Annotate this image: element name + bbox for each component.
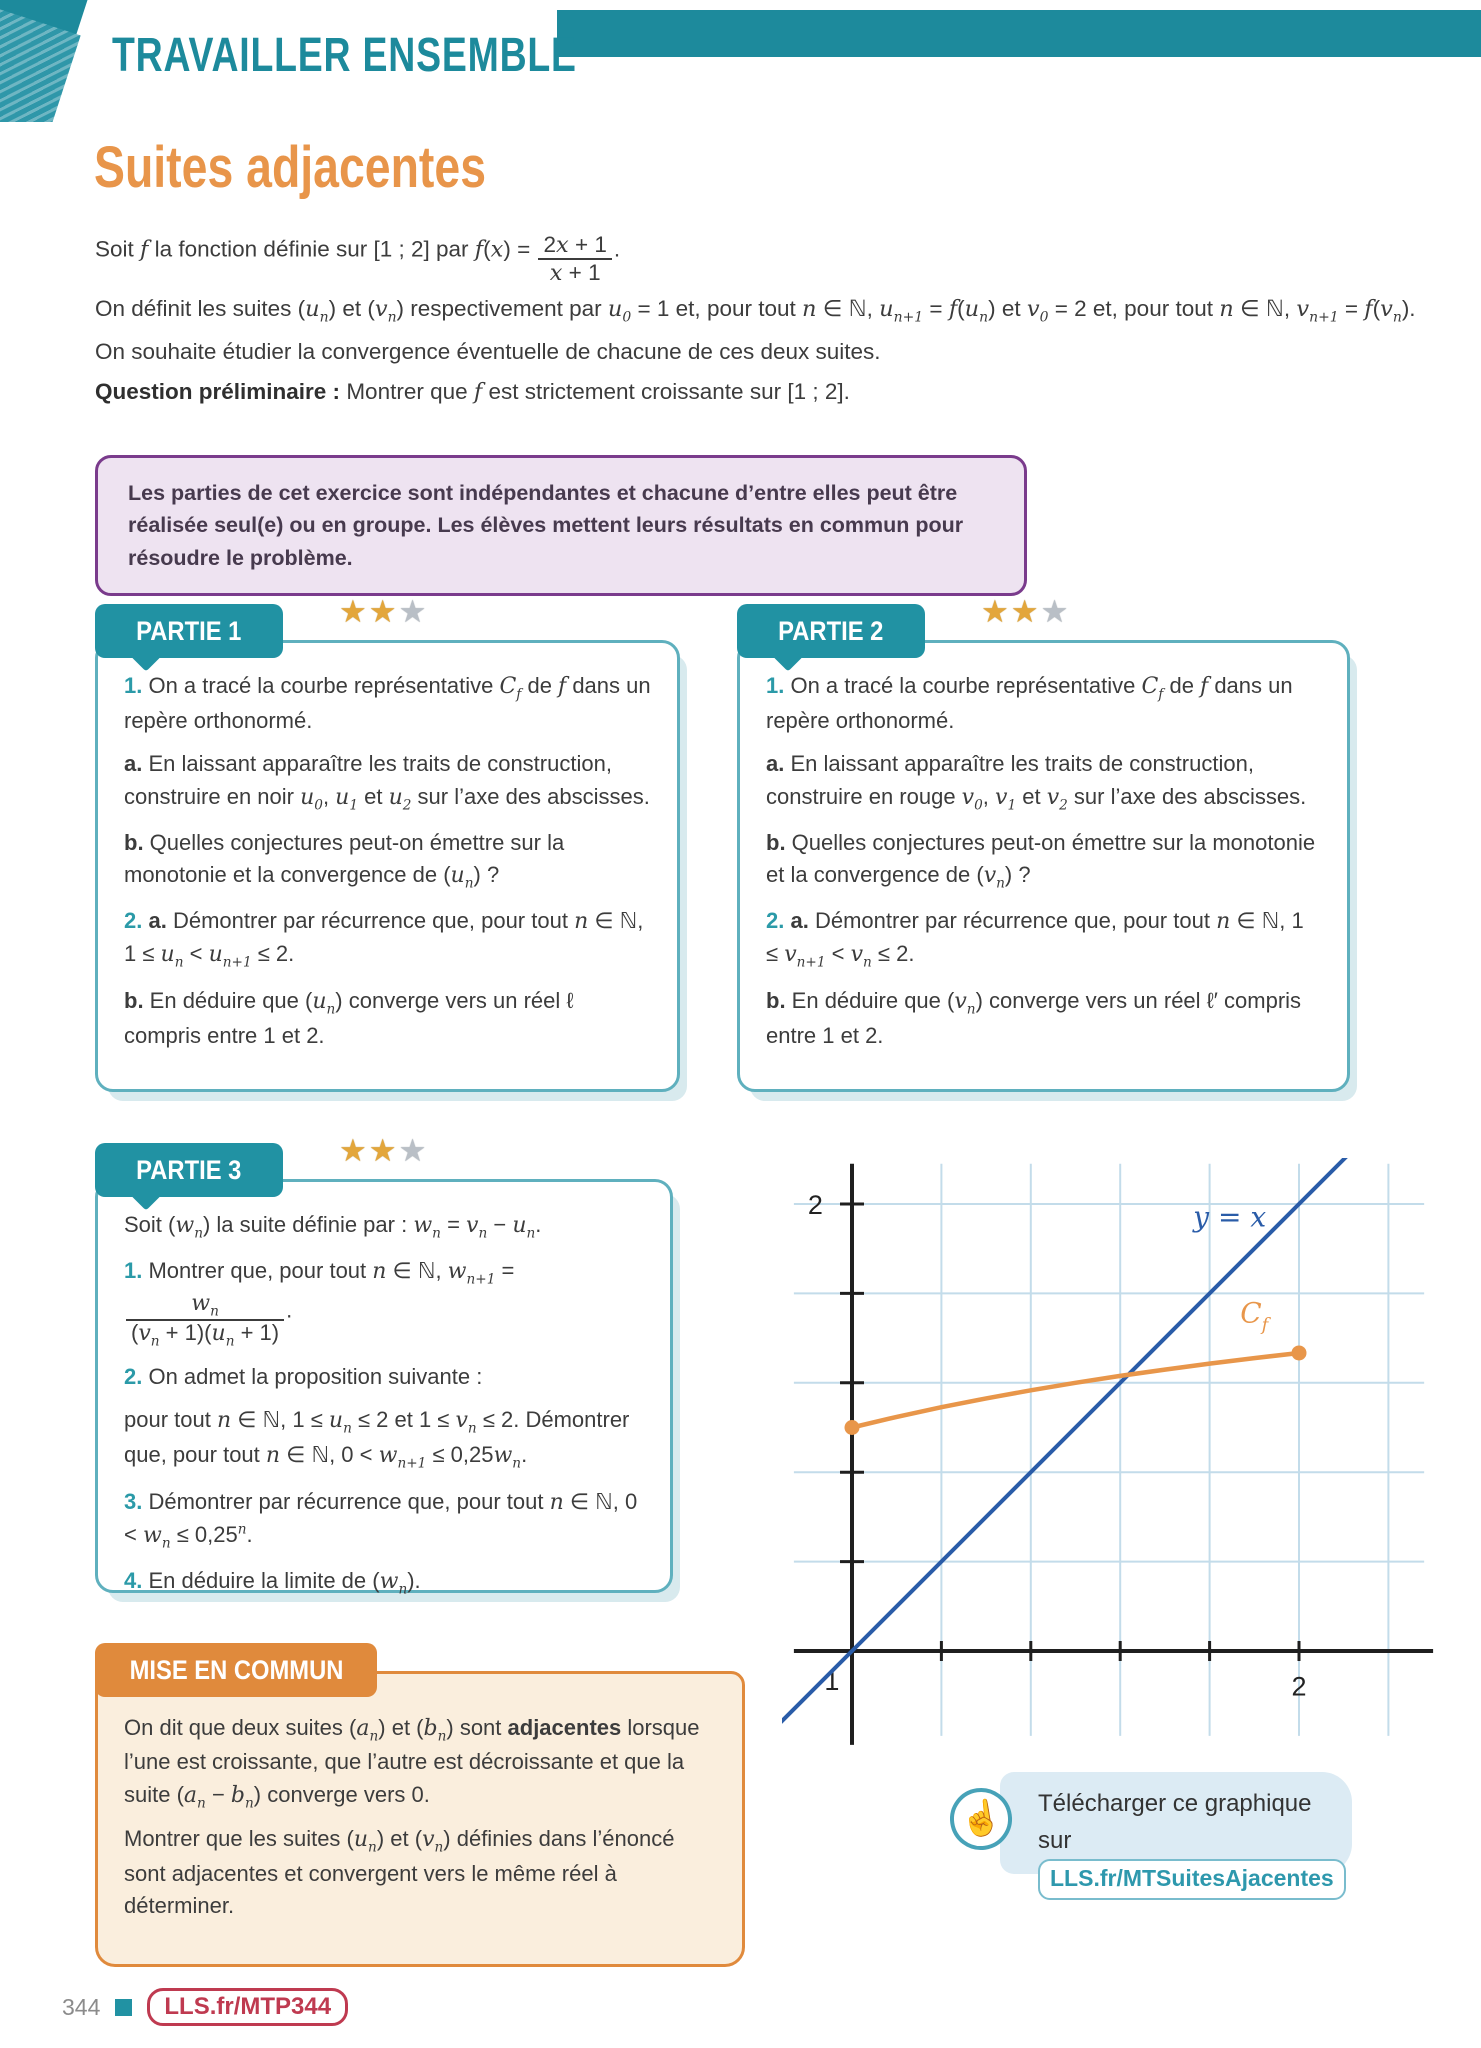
partie-2-label: PARTIE 2 — [778, 615, 884, 646]
function-graph — [782, 1158, 1442, 1750]
exercise-paragraph: 2. On admet la proposition suivante : — [124, 1363, 483, 1389]
series-curve — [852, 1353, 1299, 1428]
curve-endpoint-dot — [1292, 1345, 1307, 1360]
footer-square-icon — [115, 1999, 132, 2016]
page-footer — [62, 1988, 348, 2026]
partie-1-section — [95, 594, 680, 1092]
series-label: $C_f$ — [1240, 1296, 1269, 1336]
corner-decoration-icon — [0, 0, 96, 122]
axis-tick-label: 2 — [807, 1189, 823, 1220]
star-filled-icon: ★★ — [981, 594, 1041, 629]
partie-3-tab — [95, 1143, 283, 1197]
mise-en-commun-box — [95, 1671, 745, 1967]
difficulty-rating — [339, 594, 428, 630]
exercise-paragraph: a. En laissant apparaître les traits de construction, construire en noir $u_0$, $u_1$ et $u_2$ sur l’axe des abscisses. — [124, 751, 650, 813]
exercise-paragraph: On dit que deux suites $(a_n)$ et $(b_n)$ sont adjacentes lorsque l’une est croissante, que l’autre est décroissante et que la suite $(a_n - b_n)$ converge vers 0. — [124, 1715, 700, 1812]
mise-en-commun-section — [95, 1643, 745, 1967]
star-empty-icon: ★ — [1040, 594, 1071, 629]
difficulty-rating — [981, 594, 1070, 630]
exercise-paragraph: 3. Démontrer par récurrence que, pour tout n ∈ ℕ, $0 < w_n \le 0,25^n$. — [124, 1488, 638, 1552]
exercise-paragraph: 4. En déduire la limite de $(w_n)$. — [124, 1568, 421, 1598]
exercise-paragraph: Soit $(w_n)$ la suite définie par : $w_n = v_n - u_n$. — [124, 1212, 542, 1242]
exercise-paragraph: 1. On a tracé la courbe représentative $C_f$ de f dans un repère orthonormé. — [766, 673, 1293, 734]
section-kicker: TRAVAILLER ENSEMBLE — [112, 29, 577, 82]
page-title: Suites adjacentes — [94, 135, 486, 200]
exercise-paragraph: 2. a. Démontrer par récurrence que, pour tout n ∈ ℕ, $1 \le u_n < u_{n+1} \le 2$. — [124, 908, 644, 971]
partie-1-label: PARTIE 1 — [136, 615, 242, 646]
exercise-paragraph: b. Quelles conjectures peut-on émettre sur la monotonie et la convergence de $(u_n)$ ? — [124, 829, 565, 892]
download-text — [1038, 1772, 1352, 1900]
download-link[interactable]: LLS.fr/MTSuitesAjacentes — [1038, 1859, 1346, 1900]
star-empty-icon: ★ — [398, 594, 429, 629]
partie-2-box — [737, 640, 1350, 1092]
partie-3-section — [95, 1133, 673, 1598]
exercise-paragraph: 2. a. Démontrer par récurrence que, pour tout n ∈ ℕ, $1 \le v_{n+1} < v_n \le 2$. — [766, 908, 1304, 971]
page-number: 344 — [62, 1993, 101, 2020]
star-filled-icon: ★★ — [339, 594, 399, 629]
footer-link[interactable]: LLS.fr/MTP344 — [147, 1988, 348, 2026]
intro-line-2: On définit les suites $(u_n)$ et $(v_n)$ respectivement par $u_0 = 1$ et, pour tout n ∈ ℕ, $u_{n+1} = f(u_n)$ et $v_0 = 2$ et, pour tout n ∈ ℕ, $v_{n+1} = f(v_n)$. — [95, 296, 1416, 326]
exercise-paragraph: 1. On a tracé la courbe représentative $C_f$ de f dans un repère orthonormé. — [124, 673, 651, 734]
exercise-paragraph: 1. Montrer que, pour tout n ∈ ℕ, $w_{n+1}$ = $\frac{w_n}{(v_n + 1)(u_n + 1)}$ . — [124, 1258, 515, 1350]
exercise-paragraph: b. Quelles conjectures peut-on émettre sur la monotonie et la convergence de $(v_n)$ ? — [766, 829, 1316, 892]
intro-question-preliminaire: Question préliminaire : Montrer que f est strictement croissante sur [1 ; 2]. — [95, 378, 850, 405]
partie-3-box — [95, 1179, 673, 1598]
intro-line-3: On souhaite étudier la convergence éventuelle de chacune de ces deux suites. — [95, 338, 881, 364]
partie-3-label: PARTIE 3 — [136, 1154, 242, 1185]
axis-tick-label: 2 — [1291, 1671, 1307, 1702]
series-label: y = x — [1193, 1200, 1267, 1234]
axis-tick-label: 1 — [824, 1665, 840, 1696]
download-callout — [957, 1772, 1352, 1892]
group-work-note-text: Les parties de cet exercice sont indépendantes et chacune d’entre elles peut être réalisée seul(e) ou en groupe. Les élèves mettent leurs résultats en commun pour résoudre le problème. — [128, 481, 964, 570]
header-accent-bar — [557, 10, 1481, 57]
partie-2-section — [737, 594, 1350, 1092]
exercise-paragraph: pour tout n ∈ ℕ, $1 \le u_n \le 2$ et $1 \le v_n \le 2$. Démontrer que, pour tout n ∈ ℕ, $0 < w_{n+1} \le 0,25w_n$. — [124, 1407, 630, 1472]
exercise-paragraph: Montrer que les suites $(u_n)$ et $(v_n)$ définies dans l’énoncé sont adjacentes et convergent vers le même réel à déterminer. — [124, 1826, 675, 1918]
curve-endpoint-dot — [845, 1420, 860, 1435]
partie-2-tab — [737, 604, 925, 658]
exercise-paragraph: a. En laissant apparaître les traits de construction, construire en rouge $v_0$, $v_1$ et $v_2$ sur l’axe des abscisses. — [766, 751, 1307, 813]
star-filled-icon: ★★ — [339, 1133, 399, 1168]
download-prefix: sur — [1038, 1827, 1072, 1855]
partie-1-box — [95, 640, 680, 1092]
exercise-paragraph: b. En déduire que $(v_n)$ converge vers un réel ℓ′ compris entre 1 et 2. — [766, 987, 1302, 1048]
partie-1-tab — [95, 604, 283, 658]
exercise-paragraph: b. En déduire que $(u_n)$ converge vers un réel ℓ compris entre 1 et 2. — [124, 987, 574, 1048]
intro-line-1: Soit f la fonction définie sur [1 ; 2] par f(x) = $\frac{2x + 1}{x + 1}$ . — [95, 232, 621, 287]
series-line — [782, 1158, 1442, 1740]
difficulty-rating — [339, 1133, 428, 1169]
pointing-hand-icon: ☝ — [946, 1784, 1016, 1854]
group-work-note — [95, 455, 1027, 596]
download-line-1: Télécharger ce graphique — [1038, 1790, 1312, 1817]
intro-paragraphs — [95, 232, 1425, 415]
star-empty-icon: ★ — [398, 1133, 429, 1168]
mise-en-commun-tab — [95, 1643, 377, 1697]
mise-en-commun-label: MISE EN COMMUN — [129, 1654, 343, 1685]
